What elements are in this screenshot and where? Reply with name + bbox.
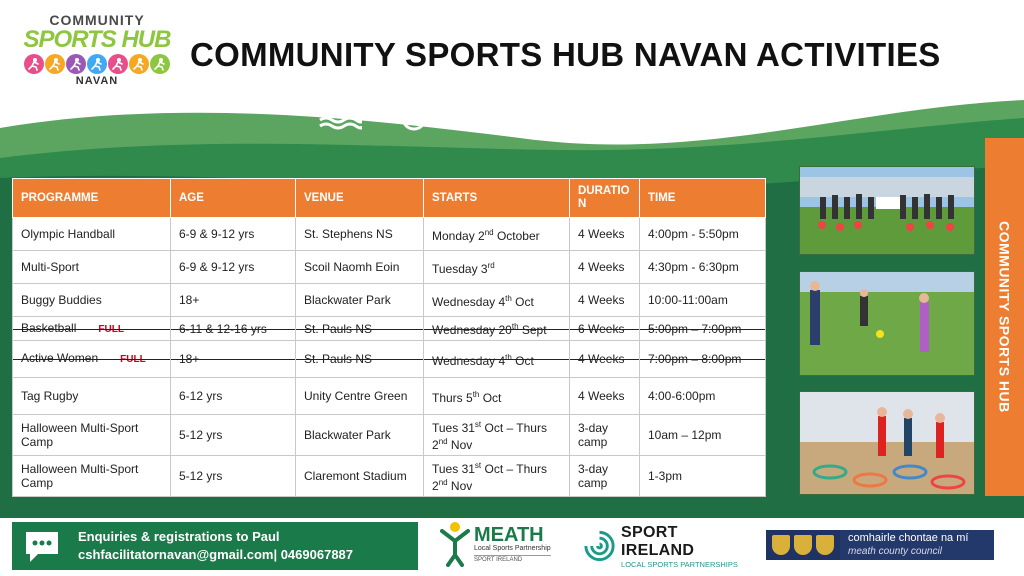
cell-duration bbox=[570, 317, 640, 341]
cell-duration bbox=[570, 341, 640, 378]
venue-text: Scoil Naomh Eoin bbox=[304, 260, 400, 274]
cell-duration bbox=[570, 251, 640, 284]
wheelchair-icon bbox=[396, 88, 440, 132]
starts-rest: Oct – Thurs 2 bbox=[432, 421, 547, 452]
venue-text: Blackwater Park bbox=[304, 293, 391, 307]
meath-county-council-logo bbox=[766, 530, 994, 560]
venue-text: St. Pauls NS bbox=[304, 352, 373, 366]
programme-name: Multi-Sport bbox=[21, 260, 80, 274]
starts-rest: October bbox=[493, 228, 540, 243]
starts-suffix: th bbox=[505, 352, 512, 362]
cell-programme bbox=[13, 341, 171, 378]
age-text: 6-9 & 9-12 yrs bbox=[179, 227, 255, 241]
cell-venue bbox=[296, 251, 424, 284]
starts-text: Monday 2 bbox=[432, 228, 485, 243]
cell-age bbox=[171, 378, 296, 415]
cell-duration bbox=[570, 456, 640, 497]
logo-line-navan: NAVAN bbox=[75, 75, 119, 87]
side-banner-text: COMMUNITY SPORTS HUB bbox=[996, 221, 1013, 413]
cell-venue bbox=[296, 284, 424, 317]
starts-text: Tues 31 bbox=[432, 421, 475, 435]
sport-ireland-subtitle: LOCAL SPORTS PARTNERSHIPS bbox=[621, 559, 738, 569]
logo-figures bbox=[22, 54, 172, 74]
logo-line-sports-hub: SPORTS HUB bbox=[23, 26, 171, 53]
cell-programme bbox=[13, 415, 171, 456]
cell-age bbox=[171, 251, 296, 284]
starts-text: Tuesday 3 bbox=[432, 261, 488, 276]
venue-text: Claremont Stadium bbox=[304, 469, 407, 483]
logo-athlete-icon bbox=[108, 54, 128, 74]
page-title: COMMUNITY SPORTS HUB NAVAN ACTIVITIES bbox=[190, 36, 941, 73]
time-text: 4:00pm - 5:50pm bbox=[648, 227, 739, 241]
age-text: 6-11 & 12-16 yrs bbox=[179, 321, 267, 336]
outdoor-ball-game-photo bbox=[799, 271, 975, 376]
duration-text: 4 Weeks bbox=[578, 260, 625, 274]
logo-athlete-icon bbox=[66, 54, 86, 74]
duration-text: 4 Weeks bbox=[578, 293, 625, 307]
age-text: 6-9 & 9-12 yrs bbox=[179, 260, 255, 274]
cell-time bbox=[640, 218, 766, 251]
age-text: 18+ bbox=[179, 352, 200, 366]
age-text: 18+ bbox=[179, 293, 200, 307]
duration-text: 4 Weeks bbox=[578, 389, 625, 403]
starts-rest: Oct bbox=[479, 390, 502, 405]
programme-name: Halloween Multi-Sport Camp bbox=[21, 421, 139, 449]
age-text: 6-12 yrs bbox=[179, 389, 223, 403]
logo-athlete-icon bbox=[24, 54, 44, 74]
table-row bbox=[13, 456, 766, 497]
time-text: 4:00-6:00pm bbox=[648, 389, 716, 403]
duration-text: 4 Weeks bbox=[578, 352, 625, 366]
header-starts: STARTS bbox=[424, 179, 570, 218]
cell-age bbox=[171, 284, 296, 317]
table-row bbox=[13, 317, 766, 341]
header-venue: VENUE bbox=[296, 179, 424, 218]
sport-ireland-logo bbox=[582, 524, 752, 568]
header-programme: PROGRAMME bbox=[13, 179, 171, 218]
cell-duration bbox=[570, 218, 640, 251]
meath-lsp-logo bbox=[440, 516, 570, 572]
starts-suffix-2: nd bbox=[438, 478, 448, 487]
cell-time bbox=[640, 415, 766, 456]
chat-bubble-icon bbox=[22, 526, 62, 566]
cell-duration bbox=[570, 415, 640, 456]
full-label: FULL bbox=[120, 354, 146, 365]
cell-time bbox=[640, 456, 766, 497]
cyclist-icon bbox=[474, 88, 518, 132]
crest-icon bbox=[816, 535, 834, 555]
programme-name: Buggy Buddies bbox=[21, 293, 102, 307]
logo-line-community: COMMUNITY bbox=[49, 12, 145, 28]
table-row bbox=[13, 415, 766, 456]
cell-programme bbox=[13, 317, 171, 341]
swimmer-icon bbox=[318, 88, 362, 132]
logo-athlete-icon bbox=[87, 54, 107, 74]
cell-age bbox=[171, 456, 296, 497]
programme-name: Basketball bbox=[21, 320, 77, 335]
cell-time bbox=[640, 317, 766, 341]
starts-suffix-2: nd bbox=[438, 437, 448, 446]
starts-rest-2: Nov bbox=[447, 438, 473, 452]
footballer-icon bbox=[552, 88, 596, 132]
starts-suffix: th bbox=[472, 389, 480, 399]
crest-icon bbox=[794, 535, 812, 555]
meath-subtitle: Local Sports Partnership bbox=[474, 545, 551, 552]
age-text: 5-12 yrs bbox=[179, 428, 223, 442]
cell-programme bbox=[13, 378, 171, 415]
contact-line-enquiries: Enquiries & registrations to Paul bbox=[78, 529, 280, 544]
cell-venue bbox=[296, 415, 424, 456]
group-photo bbox=[799, 166, 975, 255]
cell-starts bbox=[424, 341, 570, 378]
cell-starts bbox=[424, 415, 570, 456]
cell-age bbox=[171, 218, 296, 251]
meath-figure-icon bbox=[440, 521, 470, 567]
starts-rest: Oct bbox=[511, 353, 534, 368]
time-text: 5:00pm – 7:00pm bbox=[648, 321, 742, 336]
council-english-name: meath county council bbox=[848, 546, 942, 557]
contact-line-email-phone[interactable]: cshfacilitatornavan@gmail.com| 0469067887 bbox=[78, 547, 354, 562]
cell-starts bbox=[424, 251, 570, 284]
starts-text: Wednesday 4 bbox=[432, 294, 506, 309]
meath-title: MEATH bbox=[474, 524, 544, 546]
starts-rest: Oct bbox=[511, 294, 534, 309]
community-sports-hub-logo bbox=[22, 12, 172, 102]
cell-duration bbox=[570, 284, 640, 317]
duration-text: 3-day camp bbox=[578, 421, 609, 449]
starts-rest: Oct – Thurs 2 bbox=[432, 462, 547, 493]
cell-time bbox=[640, 341, 766, 378]
starts-suffix: st bbox=[474, 461, 482, 470]
table-row bbox=[13, 251, 766, 284]
cell-venue bbox=[296, 456, 424, 497]
programme-name: Olympic Handball bbox=[21, 227, 116, 241]
cell-starts bbox=[424, 378, 570, 415]
starts-rest-2: Nov bbox=[447, 479, 473, 493]
cell-venue bbox=[296, 317, 424, 341]
full-label: FULL bbox=[98, 323, 124, 335]
starts-text: Tues 31 bbox=[432, 462, 475, 476]
cell-time bbox=[640, 378, 766, 415]
starts-suffix: st bbox=[474, 420, 482, 429]
starts-text: Wednesday 4 bbox=[432, 353, 506, 368]
cell-time bbox=[640, 251, 766, 284]
table-header-row bbox=[13, 179, 766, 218]
cell-starts bbox=[424, 456, 570, 497]
starts-suffix: th bbox=[511, 322, 519, 331]
cell-starts bbox=[424, 218, 570, 251]
meath-sport-ireland: SPORT IRELAND bbox=[474, 555, 551, 563]
cell-venue bbox=[296, 341, 424, 378]
crest-icon bbox=[772, 535, 790, 555]
programme-name: Tag Rugby bbox=[21, 389, 79, 403]
table-row bbox=[13, 218, 766, 251]
cell-venue bbox=[296, 218, 424, 251]
starts-suffix: nd bbox=[484, 227, 494, 237]
sport-ireland-title: SPORT IRELAND bbox=[621, 523, 695, 559]
table-row bbox=[13, 341, 766, 378]
time-text: 7:00pm – 8:00pm bbox=[648, 352, 742, 366]
time-text: 10am – 12pm bbox=[648, 428, 722, 442]
cell-time bbox=[640, 284, 766, 317]
table-row bbox=[13, 284, 766, 317]
cell-starts bbox=[424, 284, 570, 317]
indoor-hoops-photo bbox=[799, 391, 975, 495]
cell-age bbox=[171, 317, 296, 341]
starts-suffix: th bbox=[505, 293, 512, 303]
venue-text: Blackwater Park bbox=[304, 428, 391, 442]
table-row bbox=[13, 378, 766, 415]
sport-icons-row bbox=[318, 88, 596, 132]
logo-athlete-icon bbox=[45, 54, 65, 74]
cell-programme bbox=[13, 456, 171, 497]
activities-table bbox=[12, 178, 765, 497]
header-time: TIME bbox=[640, 179, 766, 218]
sport-ireland-swirl-icon bbox=[582, 528, 617, 564]
logo-athlete-icon bbox=[150, 54, 170, 74]
time-text: 10:00-11:00am bbox=[648, 293, 728, 307]
cell-venue bbox=[296, 378, 424, 415]
duration-text: 4 Weeks bbox=[578, 227, 625, 241]
header-age: AGE bbox=[171, 179, 296, 218]
time-text: 1-3pm bbox=[648, 469, 683, 483]
duration-text: 3-day camp bbox=[578, 462, 609, 490]
programme-name: Active Women bbox=[21, 351, 99, 365]
starts-rest: Sept bbox=[518, 323, 547, 337]
programme-name: Halloween Multi-Sport Camp bbox=[21, 462, 139, 490]
cell-starts bbox=[424, 317, 570, 341]
cell-programme bbox=[13, 251, 171, 284]
side-banner bbox=[985, 138, 1024, 496]
cell-programme bbox=[13, 218, 171, 251]
cell-duration bbox=[570, 378, 640, 415]
venue-text: St. Pauls NS bbox=[304, 321, 373, 336]
age-text: 5-12 yrs bbox=[179, 469, 223, 483]
venue-text: Unity Centre Green bbox=[304, 389, 408, 403]
council-crests bbox=[766, 530, 840, 560]
logo-athlete-icon bbox=[129, 54, 149, 74]
time-text: 4:30pm - 6:30pm bbox=[648, 260, 739, 274]
starts-text: Thurs 5 bbox=[432, 390, 473, 405]
cell-programme bbox=[13, 284, 171, 317]
duration-text: 6 Weeks bbox=[578, 321, 625, 336]
starts-text: Wednesday 20 bbox=[432, 323, 512, 337]
council-irish-name: comhairle chontae na mí bbox=[848, 532, 969, 544]
starts-suffix: rd bbox=[487, 260, 495, 270]
cell-age bbox=[171, 341, 296, 378]
cell-age bbox=[171, 415, 296, 456]
header-duration: DURATIO N bbox=[570, 179, 640, 218]
venue-text: St. Stephens NS bbox=[304, 227, 393, 241]
contact-box bbox=[12, 522, 418, 570]
